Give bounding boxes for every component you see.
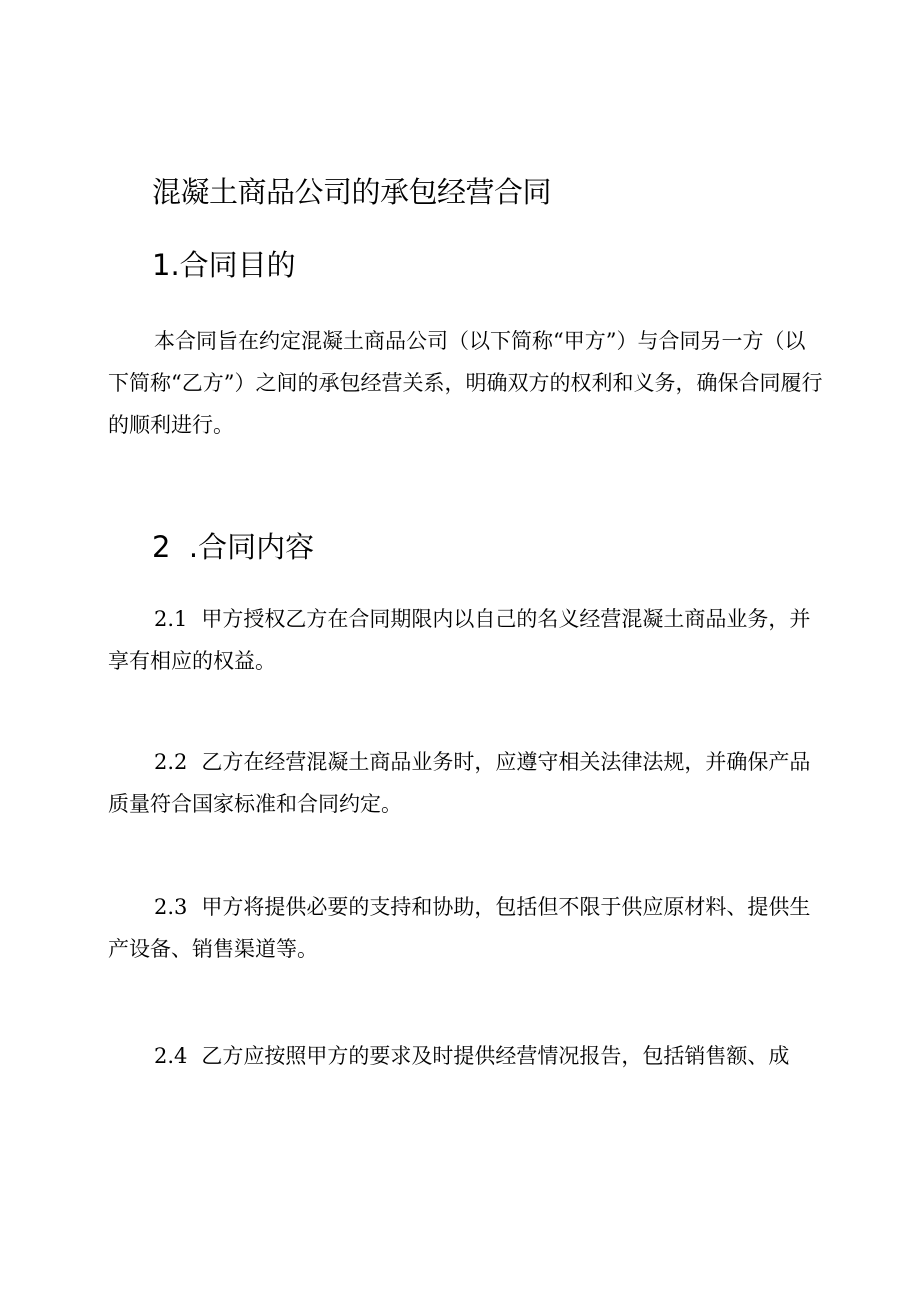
section-heading-purpose: 1.合同目的 [152, 248, 296, 282]
clause-2-4 [108, 1035, 824, 1077]
section-heading-content: 2 .合同内容 [152, 530, 315, 564]
clause-2-2 [108, 741, 824, 825]
clause-2-3 [108, 886, 824, 970]
clause-text: 甲方授权乙方在合同期限内以自己的名义经营混凝土商品业务，并享有相应的权益。 [108, 607, 811, 673]
clause-2-1 [108, 598, 824, 682]
clause-number: 2.4 [154, 1044, 188, 1068]
clause-text: 甲方将提供必要的支持和协助，包括但不限于供应原材料、提供生产设备、销售渠道等。 [108, 895, 811, 961]
document-title: 混凝土商品公司的承包经营合同 [152, 175, 552, 209]
clause-number: 2.3 [154, 895, 188, 919]
clause-number: 2.2 [154, 750, 188, 774]
clause-text: 乙方应按照甲方的要求及时提供经营情况报告，包括销售额、成 [201, 1044, 790, 1068]
clause-text: 乙方在经营混凝土商品业务时，应遵守相关法律法规，并确保产品质量符合国家标准和合同约定。 [108, 750, 811, 816]
paragraph-purpose: 本合同旨在约定混凝土商品公司（以下简称“甲方”）与合同另一方（以下简称“乙方”）之间的承包经营关系，明确双方的权利和义务，确保合同履行的顺利进行。 [108, 329, 823, 437]
clause-number: 2.1 [154, 607, 188, 631]
